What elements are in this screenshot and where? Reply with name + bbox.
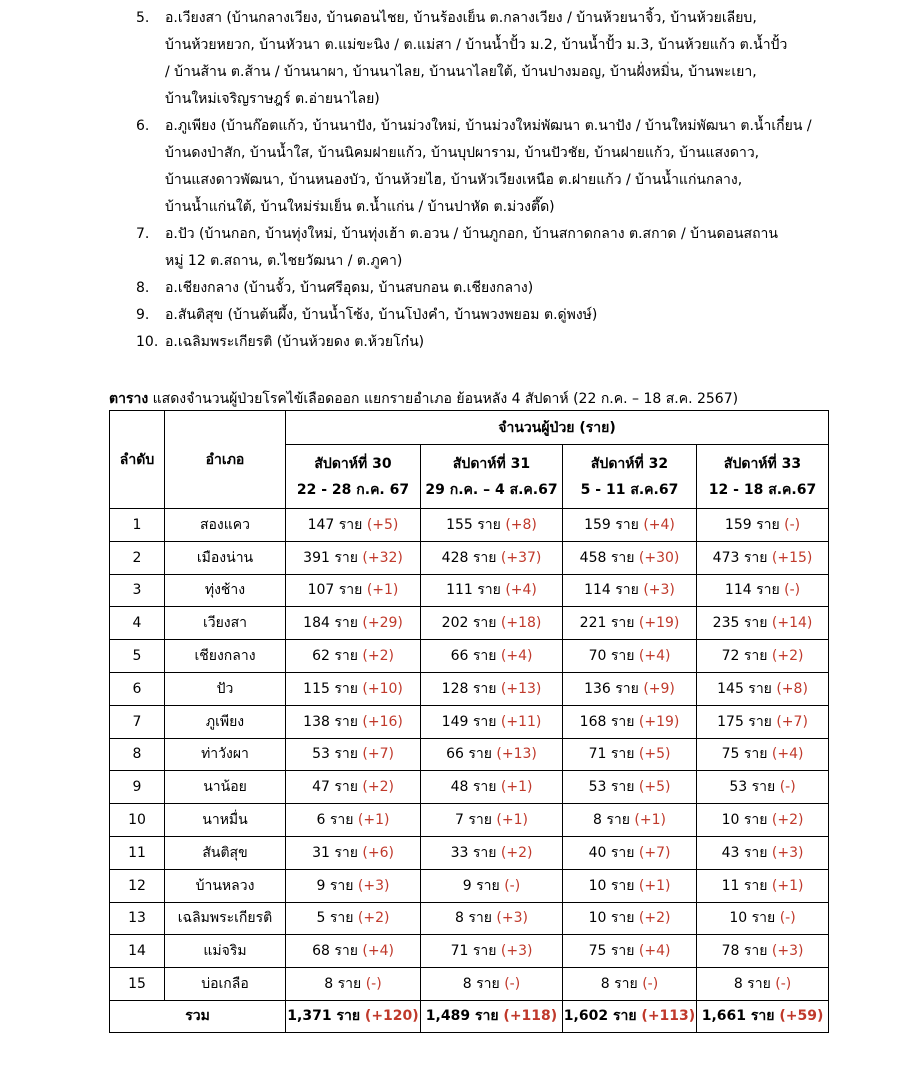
case-count-cell (563, 672, 697, 705)
case-change: (+2) (771, 812, 804, 829)
list-item-line: หมู่ 12 ต.สถาน, ต.ไชยวัฒนา / ต.ภูคา) (165, 253, 403, 269)
case-count: 40 ราย (588, 844, 639, 861)
case-count-cell (286, 1000, 421, 1032)
case-count-cell (286, 509, 421, 542)
case-count-cell (421, 607, 563, 640)
table-row (110, 705, 829, 738)
case-count: 428 ราย (441, 549, 501, 566)
list-item-number: 5. (136, 10, 150, 26)
district-name: เมืองน่าน (165, 541, 286, 574)
case-change: (+29) (362, 615, 403, 632)
case-change: (-) (779, 779, 796, 796)
case-count-cell (421, 869, 563, 902)
case-change: (+1) (771, 877, 804, 894)
week-title: สัปดาห์ที่ 33 (723, 455, 802, 472)
case-change: (-) (365, 976, 382, 993)
case-count: 31 ราย (312, 844, 363, 861)
case-count: 155 ราย (446, 516, 506, 533)
case-count: 8 ราย (462, 976, 505, 993)
case-change: (+59) (779, 1008, 824, 1025)
list-item-text (165, 221, 805, 275)
list-item-number: 10. (136, 334, 159, 350)
district-name: แม่จริม (165, 935, 286, 968)
case-count-cell (563, 509, 697, 542)
list-item-text (165, 329, 805, 356)
case-count: 1,371 ราย (287, 1008, 365, 1025)
list-item-line: อ.เชียงกลาง (บ้านจั้ว, บ้านศรีอุดม, บ้านสบกอน ต.เชียงกลาง) (165, 280, 534, 296)
list-item-line: บ้านดงป่าสัก, บ้านน้ำใส, บ้านนิคมฝายแก้ว, บ้านบุปผาราม, บ้านปัวชัย, บ้านฝายแก้ว, บ้านแสงดาว, (165, 145, 760, 161)
case-count-cell (421, 509, 563, 542)
list-item-line: บ้านแสงดาวพัฒนา, บ้านหนองบัว, บ้านห้วยไฮ, บ้านหัวเวียงเหนือ ต.ฝายแก้ว / บ้านน้ำแก่นกลาง, (165, 172, 743, 188)
case-count-cell (286, 574, 421, 607)
case-change: (+4) (505, 582, 537, 599)
case-change: (+3) (643, 582, 675, 599)
case-count: 221 ราย (579, 615, 639, 632)
case-change: (+118) (503, 1008, 558, 1025)
case-count-cell (286, 869, 421, 902)
case-change: (+5) (366, 516, 399, 533)
case-change: (+4) (771, 746, 804, 763)
list-item-line: บ้านใหม่เจริญราษฎร์ ต.อ่ายนาไลย) (165, 91, 380, 107)
case-change: (+1) (366, 582, 399, 599)
case-count-cell (563, 738, 697, 771)
case-count-cell (697, 1000, 829, 1032)
case-count: 114 ราย (724, 582, 785, 599)
case-count: 175 ราย (717, 713, 777, 730)
case-change: (+4) (500, 648, 533, 665)
case-count-cell (286, 738, 421, 771)
case-count: 10 ราย (729, 910, 780, 927)
case-change: (+6) (362, 844, 394, 861)
case-change: (+8) (776, 680, 808, 697)
case-count: 8 ราย (324, 976, 366, 993)
case-count-cell (697, 902, 829, 935)
case-change: (+4) (362, 943, 394, 960)
case-change: (+9) (643, 680, 675, 697)
case-count: 33 ราย (450, 844, 501, 861)
case-change: (-) (784, 516, 801, 533)
table-row (110, 935, 829, 968)
case-count: 149 ราย (441, 713, 501, 730)
row-number: 3 (110, 574, 165, 607)
row-number: 15 (110, 968, 165, 1001)
caption-text: แสดงจำนวนผู้ป่วยโรคไข้เลือดออก แยกรายอำเภอ ย้อนหลัง 4 สัปดาห์ (22 ก.ค. – 18 ส.ค. 2567) (148, 391, 739, 407)
case-count-cell (697, 738, 829, 771)
case-change: (+14) (771, 615, 813, 632)
case-count: 147 ราย (307, 516, 367, 533)
case-count: 138 ราย (303, 713, 363, 730)
case-count-cell (286, 771, 421, 804)
case-count-cell (697, 574, 829, 607)
case-count: 66 ราย (446, 746, 497, 763)
case-change: (+7) (362, 746, 394, 763)
case-count: 8 ราย (600, 976, 643, 993)
list-item (0, 275, 900, 302)
district-name: ทุ่งช้าง (165, 574, 286, 607)
list-item (0, 221, 900, 275)
list-item-line: อ.เฉลิมพระเกียรติ (บ้านห้วยดง ต.ห้วยโก๋น) (165, 334, 425, 350)
district-name: สันติสุข (165, 836, 286, 869)
case-count: 184 ราย (303, 615, 363, 632)
case-count: 6 ราย (316, 812, 358, 829)
table-row (110, 738, 829, 771)
case-change: (+32) (362, 549, 403, 566)
case-change: (+8) (505, 516, 537, 533)
case-count: 8 ราย (455, 910, 497, 927)
week-range: 29 ก.ค. – 4 ส.ค.67 (425, 481, 558, 498)
dengue-cases-table (109, 410, 829, 1033)
case-change: (+18) (500, 615, 542, 632)
case-count: 66 ราย (450, 648, 501, 665)
list-item-line: อ.ภูเพียง (บ้านก๊อตแก้ว, บ้านนาปัง, บ้านม่วงใหม่, บ้านม่วงใหม่พัฒนา ต.นาปัง / บ้านใหม่พัฒนา ต.น้ำเกี๋ยน / (165, 118, 812, 134)
table-row (110, 509, 829, 542)
case-change: (-) (642, 976, 659, 993)
row-number: 6 (110, 672, 165, 705)
case-count-cell (563, 640, 697, 673)
case-change: (+19) (638, 713, 680, 730)
district-name: นาหมื่น (165, 804, 286, 837)
list-item-number: 6. (136, 118, 150, 134)
table-row (110, 902, 829, 935)
case-count-cell (421, 836, 563, 869)
case-count: 68 ราย (312, 943, 363, 960)
week-title: สัปดาห์ที่ 31 (452, 455, 531, 472)
list-item-line: อ.เวียงสา (บ้านกลางเวียง, บ้านดอนไชย, บ้านร้องเย็น ต.กลางเวียง / บ้านห้วยนาจิ้ว, บ้านห้วยเลียบ, (165, 10, 757, 26)
case-count: 391 ราย (303, 549, 363, 566)
header-order: ลำดับ (110, 411, 165, 509)
case-change: (+2) (500, 844, 533, 861)
district-name: นาน้อย (165, 771, 286, 804)
case-count: 159 ราย (584, 516, 644, 533)
case-count-cell (286, 607, 421, 640)
case-count: 10 ราย (721, 812, 772, 829)
case-count-cell (697, 541, 829, 574)
case-change: (+19) (638, 615, 680, 632)
row-number: 9 (110, 771, 165, 804)
case-count-cell (421, 672, 563, 705)
caption-label: ตาราง (109, 391, 149, 407)
list-item-number: 7. (136, 226, 150, 242)
row-number: 4 (110, 607, 165, 640)
list-item (0, 5, 900, 113)
table-row (110, 607, 829, 640)
case-count-cell (286, 968, 421, 1001)
case-count: 43 ราย (721, 844, 772, 861)
case-count-cell (697, 640, 829, 673)
case-change: (+16) (362, 713, 403, 730)
case-count: 5 ราย (316, 910, 358, 927)
case-count: 71 ราย (588, 746, 639, 763)
list-item (0, 113, 900, 221)
case-count-cell (697, 968, 829, 1001)
case-count-cell (563, 771, 697, 804)
case-count-cell (421, 738, 563, 771)
case-count-cell (421, 574, 563, 607)
case-change: (+4) (643, 516, 675, 533)
case-count-cell (421, 804, 563, 837)
case-count: 11 ราย (721, 877, 772, 894)
table-row (110, 574, 829, 607)
district-name: ท่าวังผา (165, 738, 286, 771)
case-count: 1,661 ราย (701, 1008, 780, 1025)
table-row (110, 804, 829, 837)
case-change: (+4) (638, 648, 671, 665)
case-count: 114 ราย (584, 582, 644, 599)
case-count: 62 ราย (312, 648, 363, 665)
row-number: 5 (110, 640, 165, 673)
case-change: (+3) (771, 844, 804, 861)
case-count-cell (286, 705, 421, 738)
case-count: 53 ราย (312, 746, 363, 763)
case-change: (+11) (500, 713, 542, 730)
case-change: (+113) (641, 1008, 696, 1025)
header-patient-count: จำนวนผู้ป่วย (ราย) (286, 411, 829, 445)
case-count-cell (286, 804, 421, 837)
case-count-cell (563, 705, 697, 738)
case-count-cell (563, 541, 697, 574)
case-count: 473 ราย (712, 549, 772, 566)
case-change: (+4) (638, 943, 671, 960)
case-count: 128 ราย (441, 680, 501, 697)
table-caption (109, 388, 738, 410)
case-count-cell (286, 935, 421, 968)
case-count-cell (697, 672, 829, 705)
case-count-cell (697, 607, 829, 640)
list-item-number: 9. (136, 307, 150, 323)
case-count: 168 ราย (579, 713, 639, 730)
case-count: 70 ราย (588, 648, 639, 665)
case-change: (+2) (771, 648, 804, 665)
case-change: (-) (504, 976, 521, 993)
case-count: 9 ราย (462, 877, 505, 894)
case-count: 78 ราย (721, 943, 772, 960)
case-count: 10 ราย (588, 910, 639, 927)
case-count-cell (697, 935, 829, 968)
case-count: 72 ราย (721, 648, 772, 665)
row-number: 7 (110, 705, 165, 738)
week-range: 5 - 11 ส.ค.67 (580, 481, 679, 498)
week-header (563, 445, 697, 509)
case-count: 8 ราย (733, 976, 776, 993)
case-change: (+2) (362, 779, 394, 796)
case-change: (+2) (362, 648, 394, 665)
list-item (0, 302, 900, 329)
table-row (110, 771, 829, 804)
case-count-cell (697, 509, 829, 542)
case-count: 47 ราย (312, 779, 363, 796)
case-count-cell (421, 935, 563, 968)
case-count: 107 ราย (307, 582, 367, 599)
case-count-cell (421, 1000, 563, 1032)
case-count-cell (697, 804, 829, 837)
case-change: (+5) (638, 779, 671, 796)
week-title: สัปดาห์ที่ 32 (590, 455, 669, 472)
case-change: (+13) (496, 746, 537, 763)
district-name: ปัว (165, 672, 286, 705)
list-item-line: / บ้านส้าน ต.ส้าน / บ้านนาผา, บ้านนาไลย, บ้านนาไลยใต้, บ้านปางมอญ, บ้านฝั่งหมิ่น, บ้านพะเยา, (165, 64, 757, 80)
district-name: เวียงสา (165, 607, 286, 640)
case-count-cell (697, 771, 829, 804)
case-change: (+13) (500, 680, 542, 697)
case-count: 53 ราย (729, 779, 780, 796)
case-change: (+3) (357, 877, 390, 894)
week-header (697, 445, 829, 509)
case-count-cell (563, 574, 697, 607)
case-count-cell (697, 705, 829, 738)
list-item-text (165, 113, 812, 221)
case-count-cell (697, 869, 829, 902)
case-count-cell (421, 771, 563, 804)
case-count-cell (563, 607, 697, 640)
week-range: 12 - 18 ส.ค.67 (708, 481, 817, 498)
case-change: (+3) (496, 910, 528, 927)
case-count-cell (286, 672, 421, 705)
case-count-cell (563, 1000, 697, 1032)
list-item (0, 329, 900, 356)
row-number: 12 (110, 869, 165, 902)
case-change: (+1) (634, 812, 666, 829)
case-change: (+2) (357, 910, 390, 927)
case-count: 7 ราย (455, 812, 497, 829)
case-change: (+1) (357, 812, 390, 829)
list-item-text (165, 275, 805, 302)
case-count: 115 ราย (303, 680, 363, 697)
case-count-cell (286, 541, 421, 574)
district-name: บ้านหลวง (165, 869, 286, 902)
week-range: 22 - 28 ก.ค. 67 (296, 481, 410, 498)
case-change: (+7) (638, 844, 671, 861)
table-row (110, 836, 829, 869)
list-item-line: อ.สันติสุข (บ้านต้นผึ้ง, บ้านน้ำโซ้ง, บ้านโป่งคำ, บ้านพวงพยอม ต.ดู่พงษ์) (165, 307, 598, 323)
table-row (110, 869, 829, 902)
case-count: 235 ราย (712, 615, 772, 632)
header-district: อำเภอ (165, 411, 286, 509)
case-count: 9 ราย (316, 877, 358, 894)
case-count: 48 ราย (450, 779, 501, 796)
week-header (421, 445, 563, 509)
district-name: เฉลิมพระเกียรติ (165, 902, 286, 935)
case-count: 111 ราย (446, 582, 506, 599)
row-number: 2 (110, 541, 165, 574)
case-count: 8 ราย (593, 812, 635, 829)
week-title: สัปดาห์ที่ 30 (314, 455, 392, 472)
case-count: 10 ราย (588, 877, 639, 894)
district-name: บ่อเกลือ (165, 968, 286, 1001)
case-count: 202 ราย (441, 615, 501, 632)
week-header (286, 445, 421, 509)
list-item-line: บ้านน้ำแก่นใต้, บ้านใหม่ร่มเย็น ต.น้ำแก่น / บ้านปาหัด ต.ม่วงตึ๊ด) (165, 199, 555, 215)
case-count: 75 ราย (588, 943, 639, 960)
case-count-cell (286, 640, 421, 673)
case-change: (-) (775, 976, 792, 993)
total-row (110, 1000, 829, 1032)
table-row (110, 672, 829, 705)
case-change: (-) (504, 877, 521, 894)
case-count-cell (421, 968, 563, 1001)
case-change: (+15) (771, 549, 813, 566)
case-count-cell (563, 968, 697, 1001)
district-name: ภูเพียง (165, 705, 286, 738)
case-count-cell (563, 935, 697, 968)
table-row (110, 968, 829, 1001)
case-change: (+30) (638, 549, 680, 566)
case-count: 458 ราย (579, 549, 639, 566)
case-count-cell (563, 869, 697, 902)
table-row (110, 640, 829, 673)
row-number: 8 (110, 738, 165, 771)
case-count: 75 ราย (721, 746, 772, 763)
case-count-cell (421, 541, 563, 574)
district-name: สองแคว (165, 509, 286, 542)
case-count-cell (421, 902, 563, 935)
district-name: เชียงกลาง (165, 640, 286, 673)
case-change: (+37) (500, 549, 542, 566)
case-count-cell (421, 705, 563, 738)
list-item-line: บ้านห้วยหยวก, บ้านหัวนา ต.แม่ขะนิง / ต.แม่สา / บ้านน้ำปั้ว ม.2, บ้านน้ำปั้ว ม.3, บ้านห้วยแก้ว ต.น้ำปั้ว (165, 37, 788, 53)
list-item-number: 8. (136, 280, 150, 296)
case-change: (+1) (638, 877, 671, 894)
row-number: 14 (110, 935, 165, 968)
case-change: (+7) (776, 713, 808, 730)
case-count: 53 ราย (588, 779, 639, 796)
case-count: 71 ราย (450, 943, 501, 960)
case-count-cell (286, 836, 421, 869)
case-change: (+1) (496, 812, 528, 829)
case-count: 145 ราย (717, 680, 777, 697)
case-count: 1,489 ราย (425, 1008, 504, 1025)
row-number: 11 (110, 836, 165, 869)
case-count-cell (286, 902, 421, 935)
case-change: (-) (784, 582, 801, 599)
case-count-cell (421, 640, 563, 673)
row-number: 10 (110, 804, 165, 837)
row-number: 1 (110, 509, 165, 542)
list-item-text (165, 302, 805, 329)
case-count-cell (697, 836, 829, 869)
case-count-cell (563, 804, 697, 837)
case-change: (+10) (362, 680, 403, 697)
row-number: 13 (110, 902, 165, 935)
case-change: (+5) (638, 746, 671, 763)
table-row (110, 541, 829, 574)
case-change: (+2) (638, 910, 671, 927)
case-count-cell (563, 836, 697, 869)
case-change: (+1) (500, 779, 533, 796)
case-change: (+120) (364, 1008, 419, 1025)
case-count: 159 ราย (724, 516, 785, 533)
list-item-line: อ.ปัว (บ้านกอก, บ้านทุ่งใหม่, บ้านทุ่งเฮ้า ต.อวน / บ้านภูกอก, บ้านสกาดกลาง ต.สกาด / บ้านดอนสถาน (165, 226, 778, 242)
case-change: (+3) (500, 943, 533, 960)
list-item-text (165, 5, 805, 113)
case-count: 1,602 ราย (563, 1008, 642, 1025)
case-change: (+3) (771, 943, 804, 960)
case-count-cell (563, 902, 697, 935)
case-change: (-) (779, 910, 796, 927)
total-label: รวม (110, 1000, 286, 1032)
case-count: 136 ราย (584, 680, 644, 697)
